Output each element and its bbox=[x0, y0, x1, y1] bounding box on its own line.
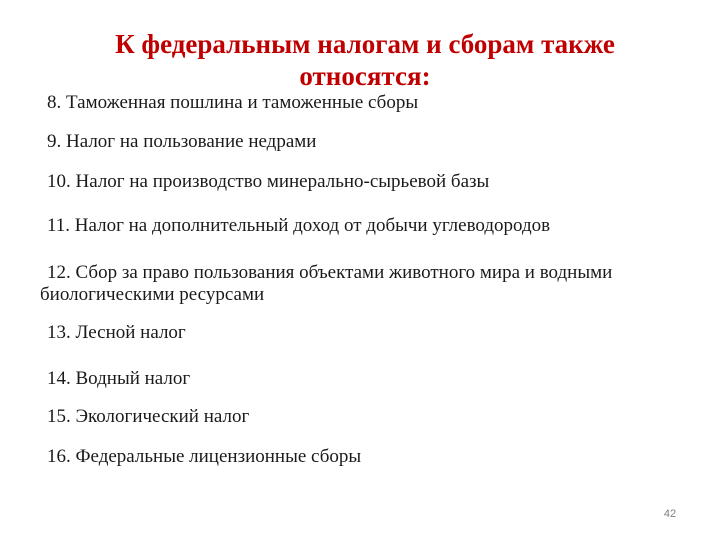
list-item-11: 11. Налог на дополнительный доход от добычи углеводородов bbox=[47, 215, 551, 236]
page-number: 42 bbox=[663, 508, 677, 520]
slide-title: К федеральным налогам и сборам также относятся: bbox=[115, 29, 615, 91]
list-item-14: 14. Водный налог bbox=[47, 368, 191, 389]
list-item-10: 10. Налог на производство минерально-сырьевой базы bbox=[47, 171, 490, 192]
list-item-15: 15. Экологический налог bbox=[47, 406, 250, 427]
list-item-8: 8. Таможенная пошлина и таможенные сборы bbox=[47, 92, 419, 113]
list-item-13: 13. Лесной налог bbox=[47, 322, 186, 343]
list-item-9: 9. Налог на пользование недрами bbox=[47, 131, 317, 152]
list-item-12: 12. Сбор за право пользования объектами животного мира и водными биологическими ресурсами bbox=[40, 262, 613, 305]
list-item-16: 16. Федеральные лицензионные сборы bbox=[47, 446, 362, 467]
